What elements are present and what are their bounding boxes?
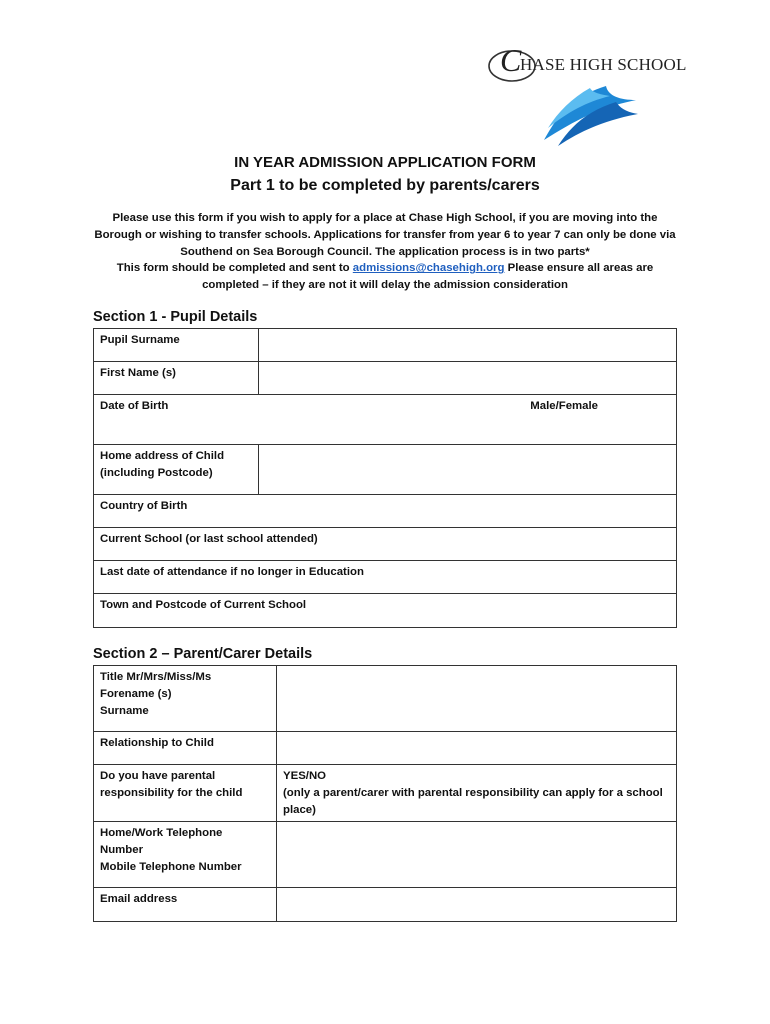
dob-field[interactable] — [94, 395, 677, 445]
parent-details-table — [93, 665, 677, 922]
intro-text-2: This form should be completed and sent to — [116, 262, 353, 275]
first-name-label: First Name (s) — [94, 362, 259, 395]
form-title: IN YEAR ADMISSION APPLICATION FORM — [234, 154, 536, 171]
intro-paragraph — [88, 210, 682, 294]
telephone-field[interactable] — [277, 822, 677, 888]
current-school-field[interactable]: Current School (or last school attended) — [94, 528, 677, 561]
home-address-field[interactable] — [259, 445, 677, 495]
home-address-label: Home address of Child (including Postcode) — [94, 445, 259, 495]
pupil-details-table — [93, 328, 677, 628]
email-field[interactable] — [277, 888, 677, 922]
school-logo — [486, 42, 687, 154]
last-attendance-field[interactable]: Last date of attendance if no longer in Education — [94, 561, 677, 594]
form-subtitle: Part 1 to be completed by parents/carers — [230, 177, 540, 194]
parental-note: (only a parent/carer with parental responsibility can apply for a school place) — [283, 786, 663, 816]
logo-text: HASE HIGH SCHOOL — [520, 55, 687, 74]
dob-label: Date of Birth — [100, 400, 169, 412]
pupil-surname-field[interactable] — [259, 329, 677, 362]
current-school-town-field[interactable]: Town and Postcode of Current School — [94, 594, 677, 628]
email-label: Email address — [94, 888, 277, 922]
telephone-label: Home/Work Telephone Number Mobile Telephone Number — [94, 822, 277, 888]
relationship-field[interactable] — [277, 732, 677, 765]
admissions-email-link[interactable]: admissions@chasehigh.org — [352, 262, 505, 275]
parental-responsibility-field[interactable] — [277, 765, 677, 822]
relationship-label: Relationship to Child — [94, 732, 277, 765]
first-name-field[interactable] — [259, 362, 677, 395]
parent-name-label: Title Mr/Mrs/Miss/Ms Forename (s) Surname — [94, 666, 277, 732]
country-of-birth-field[interactable]: Country of Birth — [94, 495, 677, 528]
section-2-heading: Section 2 – Parent/Carer Details — [93, 646, 313, 662]
yes-no-option: YES/NO — [283, 770, 327, 782]
intro-text-3: Please ensure all areas are completed – if they are not it will delay the admission consideration — [202, 262, 654, 292]
parental-responsibility-label: Do you have parental responsibility for the child — [94, 765, 277, 822]
intro-text: Please use this form if you wish to apply for a place at Chase High School, if you are moving into the Borough or wishing to transfer schools. Applications for transfer from year 6 to year 7 can only be done via Southend on Sea Borough Council. The application process is in two parts* — [94, 212, 676, 258]
section-1-heading: Section 1 - Pupil Details — [93, 309, 258, 325]
logo-initial: C — [500, 42, 522, 78]
gender-label: Male/Female — [530, 400, 598, 412]
pupil-surname-label: Pupil Surname — [94, 329, 259, 362]
parent-name-field[interactable] — [277, 666, 677, 732]
